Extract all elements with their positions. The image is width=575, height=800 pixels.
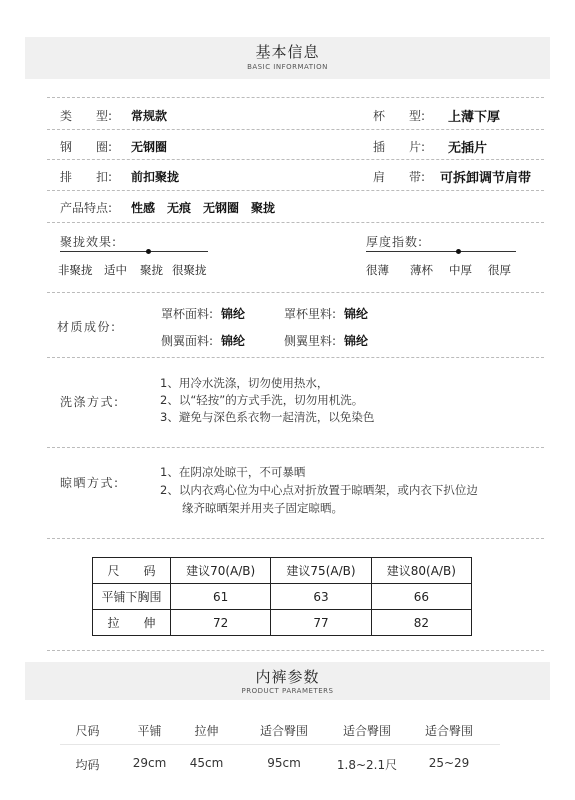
panty-params-title: 内裤参数 (255, 668, 320, 686)
type-label: 类 型: (60, 109, 113, 123)
underwire-value: 无钢圈 (131, 140, 168, 154)
panty-value-cell: 29cm (132, 756, 167, 770)
basic-info-title: 基本信息 (255, 43, 320, 61)
underwire-label: 钢 圈: (60, 140, 113, 154)
material-item-name: 罩杯里料: (284, 307, 337, 321)
panty-header-cell: 适合臀围 (424, 724, 473, 738)
basic-info-subtitle: BASIC INFORMATION (247, 63, 328, 71)
table-cell: 82 (371, 610, 471, 636)
table-cell: 72 (171, 610, 271, 636)
push-up-scale-marker (146, 249, 151, 254)
table-cell: 61 (171, 584, 271, 610)
table-row (93, 610, 472, 636)
divider (47, 447, 544, 448)
table-row (93, 584, 472, 610)
drying-line: 1、在阴凉处晾干，不可暴晒 (160, 465, 306, 479)
strap-value: 可拆卸调节肩带 (440, 171, 532, 186)
panty-value-cell: 1.8~2.1尺 (336, 758, 398, 772)
panty-header-cell: 拉伸 (194, 724, 219, 738)
features-value: 性感 无痕 无钢圈 聚拢 (131, 201, 276, 215)
size-table-header-cell: 建议70(A/B) (171, 558, 271, 584)
table-cell: 63 (271, 584, 371, 610)
push-up-option: 适中 (104, 263, 127, 277)
washing-line: 2、以“轻按”的方式手洗，切勿用机洗。 (160, 393, 364, 407)
cup-type-value: 上薄下厚 (448, 110, 501, 125)
push-up-option: 很聚拢 (172, 263, 207, 277)
push-up-scale-line (60, 251, 208, 252)
thickness-scale-marker (456, 249, 461, 254)
material-item-value: 锦纶 (221, 334, 246, 348)
divider (47, 292, 544, 293)
panty-params-header (25, 662, 550, 700)
table-cell: 平铺下胸围 (93, 584, 171, 610)
divider (47, 222, 544, 223)
thickness-scale-line (366, 251, 516, 252)
washing-label: 洗涤方式: (60, 395, 120, 409)
size-table (92, 557, 472, 636)
washing-line: 1、用冷水洗涤，切勿使用热水， (160, 376, 329, 390)
insert-value: 无插片 (448, 141, 488, 156)
divider (47, 129, 544, 130)
size-table-header-cell: 尺 码 (93, 558, 171, 584)
push-up-label: 聚拢效果: (60, 235, 118, 249)
size-table-header-cell: 建议80(A/B) (371, 558, 471, 584)
thickness-option: 中厚 (449, 263, 472, 277)
closure-value: 前扣聚拢 (131, 170, 180, 184)
basic-info-header (25, 37, 550, 79)
table-cell: 66 (371, 584, 471, 610)
divider (47, 190, 544, 191)
size-table-header-cell: 建议75(A/B) (271, 558, 371, 584)
drying-label: 晾晒方式: (60, 476, 120, 490)
cup-type-label: 杯 型: (373, 109, 426, 123)
thickness-label: 厚度指数: (366, 235, 424, 249)
panty-value-cell: 均码 (75, 758, 100, 772)
panty-value-cell: 25~29 (428, 756, 470, 770)
drying-line: 缘齐晾晒架并用夹子固定晾晒。 (182, 501, 343, 515)
type-value: 常规款 (131, 109, 168, 123)
closure-label: 排 扣: (60, 170, 113, 184)
divider (60, 744, 500, 745)
panty-params-subtitle: PRODUCT PARAMETERS (241, 687, 334, 695)
push-up-option: 非聚拢 (58, 263, 93, 277)
push-up-option: 聚拢 (140, 263, 163, 277)
drying-line: 2、以内衣鸡心位为中心点对折放置于晾晒架，或内衣下扒位边 (160, 483, 478, 497)
panty-header-cell: 平铺 (137, 724, 162, 738)
panty-header-cell: 适合臀围 (259, 724, 308, 738)
panty-value-cell: 95cm (267, 756, 301, 770)
material-item-value: 锦纶 (344, 307, 369, 321)
panty-header-cell: 适合臀围 (342, 724, 391, 738)
washing-line: 3、避免与深色系衣物一起清洗，以免染色 (160, 410, 375, 424)
material-label: 材质成份: (57, 320, 117, 334)
thickness-option: 薄杯 (410, 263, 433, 277)
divider (47, 650, 544, 651)
divider (47, 538, 544, 539)
thickness-option: 很厚 (488, 263, 511, 277)
features-label: 产品特点: (60, 201, 113, 215)
panty-header-cell: 尺码 (75, 724, 100, 738)
material-item-name: 侧翼里料: (284, 334, 337, 348)
panty-value-cell: 45cm (189, 756, 224, 770)
table-cell: 77 (271, 610, 371, 636)
material-item-name: 侧翼面料: (161, 334, 214, 348)
material-item-name: 罩杯面料: (161, 307, 214, 321)
divider (47, 357, 544, 358)
material-item-value: 锦纶 (344, 334, 369, 348)
material-item-value: 锦纶 (221, 307, 246, 321)
strap-label: 肩 带: (373, 170, 426, 184)
divider (47, 97, 544, 98)
table-cell: 拉 伸 (93, 610, 171, 636)
thickness-option: 很薄 (366, 263, 389, 277)
insert-label: 插 片: (373, 140, 426, 154)
divider (47, 159, 544, 160)
size-table-header-row (93, 558, 472, 584)
